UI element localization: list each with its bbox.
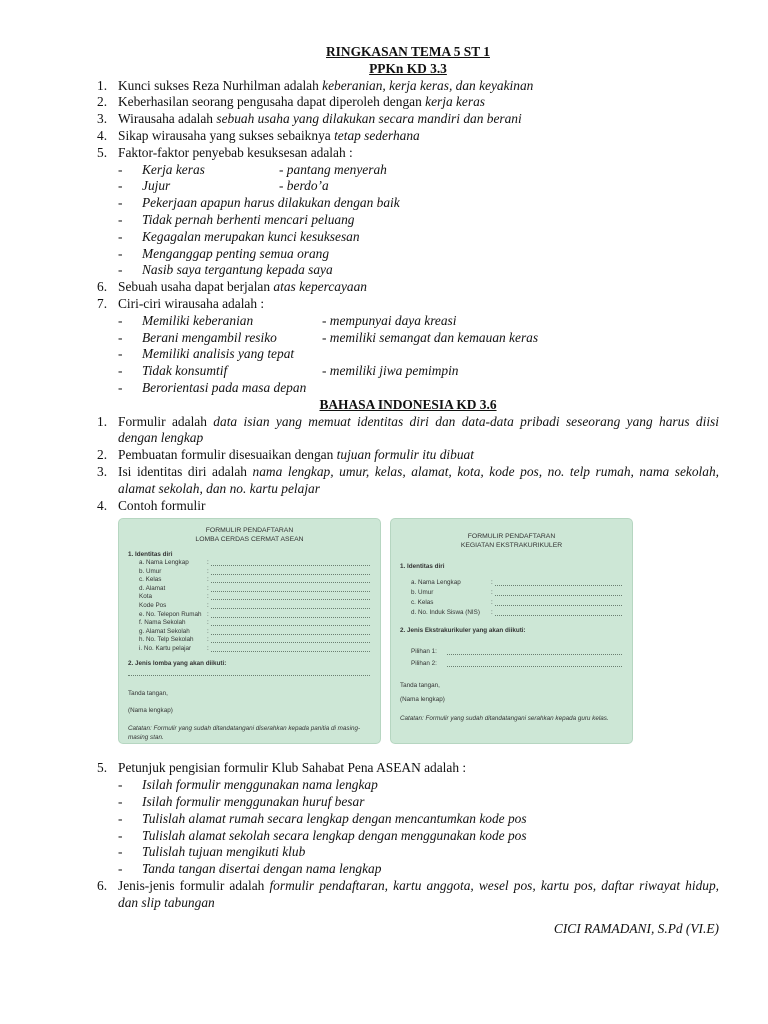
list-item: 2. Pembuatan formulir disesuaikan dengan tujuan formulir itu dibuat [97,447,474,463]
form-section: 2. Jenis Ekstrakurikuler yang akan diikuti: [400,627,526,635]
sub-item: - Tulislah alamat sekolah secara lengkap dengan menggunakan kode pos [118,827,527,843]
form-note: Catatan: Formulir yang sudah ditandatangani serahkan kepada guru kelas. [400,714,609,722]
form-title: FORMULIR PENDAFTARAN [205,527,294,535]
sub-item: - Menganggap penting semua orang [118,245,330,261]
form-lomba-cerdas-cermat [118,518,381,744]
list-item: 6. Sebuah usaha dapat berjalan atas kepercayaan [97,279,367,295]
form-sign-label: Tanda tangan, [128,690,168,698]
sub-item: - Berorientasi pada masa depan [118,379,307,395]
form-ekstrakurikuler [390,518,633,744]
sub-item: - Memiliki keberanian - mempunyai daya kreasi [118,312,457,328]
sub-item: - Jujur - berdo’a [118,178,329,194]
form-sign-label: Tanda tangan, [400,681,440,689]
sub-item: - Kegagalan merupakan kunci kesuksesan [118,228,360,244]
form-field: c. Kelas : [119,576,380,585]
form-field: Pilihan 1: [391,648,632,660]
form-field: b. Umur : [119,568,380,577]
sub-item: - Tanda tangan disertai dengan nama lengkap [118,861,382,877]
form-section: 1. Identitas diri [128,550,173,558]
form-note: Catatan: Formulir yang sudah ditandatangani diserahkan kepada panitia di masing-masing stan. [128,725,361,741]
sub-item: - Tulislah tujuan mengikuti klub [118,844,306,860]
list-item: 3. Wirausaha adalah sebuah usaha yang dilakukan secara mandiri dan berani [97,111,522,127]
sub-item: - Tidak pernah berhenti mencari peluang [118,211,355,227]
list-item: 4. Sikap wirausaha yang sukses sebaiknya tetap sederhana [97,127,420,143]
form-examples [118,518,719,750]
author-signature: CICI RAMADANI, S.Pd (VI.E) [553,921,719,937]
form-section: 2. Jenis lomba yang akan diikuti: [128,659,227,667]
form-subtitle: LOMBA CERDAS CERMAT ASEAN [195,535,304,543]
form-field: i. No. Kartu pelajar : [119,645,380,654]
document-title: RINGKASAN TEMA 5 ST 1 [326,44,490,59]
form-field: Kota : [119,593,380,602]
form-field: f. Nama Sekolah : [119,619,380,628]
sub-item: - Pekerjaan apapun harus dilakukan dengan baik [118,195,400,211]
form-field: c. Kelas : [391,599,632,609]
sub-item: - Nasib saya tergantung kepada saya [118,262,333,278]
sub-item: - Memiliki analisis yang tepat [118,346,295,362]
form-sign-name: (Nama lengkap) [400,696,445,704]
bindo-list [97,414,719,912]
form-sign-name: (Nama lengkap) [128,706,173,714]
list-item: 7. Ciri-ciri wirausaha adalah : [97,295,265,311]
list-item: 3. Isi identitas diri adalah nama lengkap, umur, kelas, alamat, kota, kode pos, no. telp rumah, nama sekolah, alamat sekolah, dan no. kartu pelajar [97,463,719,496]
form-section: 1. Identitas diri [400,562,445,570]
list-item: 1. Formulir adalah data isian yang memuat identitas diri dan data-data pribadi seseorang yang harus diisi dengan lengkap [97,413,719,446]
list-item: 2. Keberhasilan seorang pengusaha dapat diperoleh dengan kerja keras [97,94,485,110]
sub-item: - Isilah formulir menggunakan huruf besar [118,793,365,809]
list-item: 6. Jenis-jenis formulir adalah formulir pendaftaran, kartu anggota, wesel pos, kartu pos, daftar riwayat hidup, dan slip tabungan [97,877,719,910]
form-subtitle: KEGIATAN EKSTRAKURIKULER [460,541,563,549]
form-field: d. No. Induk Siswa (NIS) : [391,609,632,619]
form-field: g. Alamat Sekolah : [119,628,380,637]
ppkn-list [97,78,719,397]
list-item: 5. Petunjuk pengisian formulir Klub Sahabat Pena ASEAN adalah : [97,760,467,776]
document-content [97,44,719,938]
form-dotted-line [128,672,370,676]
form-field: a. Nama Lengkap : [391,579,632,589]
form-field: h. No. Telp Sekolah : [119,636,380,645]
ppkn-heading: PPKn KD 3.3 [369,60,447,76]
form-field: a. Nama Lengkap : [119,559,380,568]
form-field: Kode Pos : [119,602,380,611]
list-item: 5. Faktor-faktor penyebab kesuksesan adalah : [97,144,353,160]
sub-item: - Isilah formulir menggunakan nama lengkap [118,777,378,793]
sub-item: - Tulislah alamat rumah secara lengkap dengan mencantumkan kode pos [118,810,527,826]
form-field: e. No. Telepon Rumah : [119,611,380,620]
form-field: b. Umur : [391,589,632,599]
form-field: Pilihan 2: [391,660,632,672]
list-item: 4. Contoh formulir [97,497,206,513]
form-field: d. Alamat : [119,585,380,594]
list-item: 1. Kunci sukses Reza Nurhilman adalah keberanian, kerja keras, dan keyakinan [97,77,534,93]
sub-item: - Tidak konsumtif - memiliki jiwa pemimpin [118,363,459,379]
form-title: FORMULIR PENDAFTARAN [467,533,556,541]
sub-item: - Kerja keras - pantang menyerah [118,161,387,177]
sub-item: - Berani mengambil resiko - memiliki semangat dan kemauan keras [118,329,539,345]
bindo-heading: BAHASA INDONESIA KD 3.6 [319,396,497,412]
